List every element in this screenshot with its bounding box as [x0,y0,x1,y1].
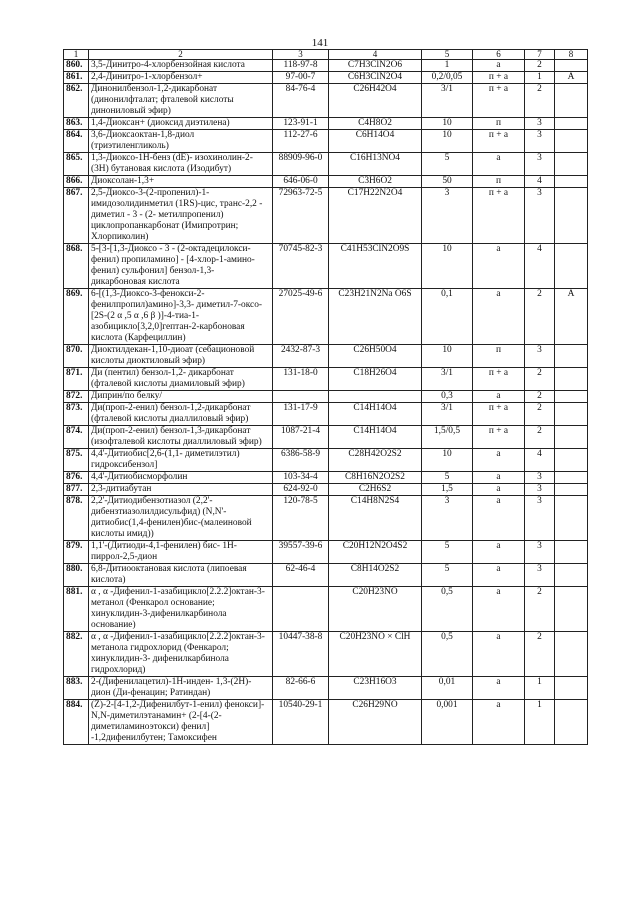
feature-cell: А [555,289,588,345]
row-number-cell: 860. [64,60,89,72]
table-row [64,564,588,587]
substance-name-cell: 3,5-Динитро-4-хлорбензойная кислота [89,60,273,72]
cas-number-cell: 39557-39-6 [273,541,329,564]
row-number-cell: 876. [64,472,89,484]
feature-cell [555,84,588,118]
formula-cell: C14H14O4 [329,426,422,449]
table-row [64,72,588,84]
hazard-class-cell: 3 [525,496,555,541]
row-number-cell: 884. [64,700,89,745]
substance-name-cell: α , α -Дифенил-1-азабицикло[2.2.2]октан-3- метанола гидрохлорид (Фенкарол; хинуклидин-3- дифенилкарбинола гидрохлорид) [89,632,273,677]
substance-name-cell: Ди(проп-2-енил) бензол-1,3-дикарбонат (изофталевой кислоты диаллиловый эфир) [89,426,273,449]
feature-cell [555,118,588,130]
feature-cell [555,176,588,188]
substance-name-cell: 2,3-дитиабутан [89,484,273,496]
limit-value-cell: 5 [422,472,473,484]
limit-value-cell: 10 [422,449,473,472]
aggregate-state-cell: п + а [473,130,525,153]
substance-name-cell: Диприн/по белку/ [89,391,273,403]
row-number-cell: 883. [64,677,89,700]
formula-cell: C23H21N2Na O6S [329,289,422,345]
table-row [64,244,588,289]
substance-name-cell: α , α -Дифенил-1-азабицикло[2.2.2]октан-3- метанол (Фенкарол основание; хинуклидин-3-дифенилкарбинола основание) [89,587,273,632]
substance-name-cell: 5-[3-[1,3-Диоксо - 3 - (2-октадецилокси-фенил) пропиламино] - [4-хлор-1-амино- фенил) сульфонил] бензол-1,3- дикарбоновая кислота [89,244,273,289]
formula-cell: C23H16O3 [329,677,422,700]
substance-name-cell: 6-[(1,3-Диоксо-3-фенокси-2-фенилпропил)амино]-3,3- диметил-7-оксо-[2S-(2 α ,5 α ,6 β )]-4-тиа-1-азобицикло[3,2,0]гептан-2-карбоновая кислота (Карфециллин) [89,289,273,345]
table-row [64,60,588,72]
aggregate-state-cell: п [473,176,525,188]
formula-cell: C20H23NO [329,587,422,632]
hazard-class-cell: 2 [525,587,555,632]
hazard-class-cell: 2 [525,403,555,426]
limit-value-cell: 5 [422,541,473,564]
aggregate-state-cell: п + а [473,426,525,449]
row-number-cell: 875. [64,449,89,472]
row-number-cell: 881. [64,587,89,632]
limit-value-cell: 10 [422,345,473,368]
column-header: 5 [422,50,473,60]
hazard-class-cell: 1 [525,677,555,700]
aggregate-state-cell: п + а [473,368,525,391]
feature-cell [555,632,588,677]
hazard-class-cell: 2 [525,632,555,677]
hazard-class-cell: 1 [525,700,555,745]
substance-name-cell: Ди (пентил) бензол-1,2- дикарбонат (фталевой кислоты диамиловый эфир) [89,368,273,391]
limit-value-cell: 0,5 [422,587,473,632]
aggregate-state-cell: а [473,244,525,289]
feature-cell [555,426,588,449]
feature-cell [555,188,588,244]
cas-number-cell: 131-17-9 [273,403,329,426]
row-number-cell: 874. [64,426,89,449]
aggregate-state-cell: а [473,289,525,345]
table-row [64,587,588,632]
aggregate-state-cell: а [473,496,525,541]
table-row [64,541,588,564]
row-number-cell: 873. [64,403,89,426]
limit-value-cell: 0,01 [422,677,473,700]
feature-cell [555,564,588,587]
feature-cell [555,449,588,472]
table-row [64,391,588,403]
aggregate-state-cell: а [473,472,525,484]
feature-cell [555,368,588,391]
substance-name-cell: 2,2'-Дитиодибензотиазол (2,2'-дибензтиазолилдисульфид) (N,N'-дитиобис(1,4-фенилен)бис-(малеиновой кислоты имид)) [89,496,273,541]
formula-cell: C28H42O2S2 [329,449,422,472]
row-number-cell: 880. [64,564,89,587]
hazard-class-cell: 4 [525,244,555,289]
feature-cell [555,541,588,564]
aggregate-state-cell: п + а [473,188,525,244]
limit-value-cell: 3/1 [422,403,473,426]
feature-cell [555,244,588,289]
row-number-cell: 870. [64,345,89,368]
row-number-cell: 872. [64,391,89,403]
row-number-cell: 866. [64,176,89,188]
aggregate-state-cell: а [473,677,525,700]
formula-cell: C14H14O4 [329,403,422,426]
hazard-class-cell: 3 [525,345,555,368]
cas-number-cell: 10540-29-1 [273,700,329,745]
formula-cell: C26H42O4 [329,84,422,118]
substance-name-cell: 2-(Дифенилацетил)-1Н-инден- 1,3-(2Н)-дион (Ди-фенацин; Ратиндан) [89,677,273,700]
formula-cell: C26H29NO [329,700,422,745]
formula-cell: C3H6O2 [329,176,422,188]
row-number-cell: 869. [64,289,89,345]
substance-name-cell: 3,6-Диоксаоктан-1,8-диол (триэтиленгликоль) [89,130,273,153]
formula-cell: C8H14O2S2 [329,564,422,587]
limit-value-cell: 5 [422,564,473,587]
cas-number-cell: 646-06-0 [273,176,329,188]
substance-name-cell: Динонилбензол-1,2-дикарбонат (динонилфталат; фталевой кислоты динониловый эфир) [89,84,273,118]
table-row [64,368,588,391]
limit-value-cell: 1 [422,60,473,72]
feature-cell [555,587,588,632]
substance-name-cell: Диоксолан-1,3+ [89,176,273,188]
cas-number-cell: 84-76-4 [273,84,329,118]
formula-cell [329,391,422,403]
table-row [64,118,588,130]
substance-name-cell: Диоктилдекан-1,10-диоат (себационовой кислоты диоктиловый эфир) [89,345,273,368]
aggregate-state-cell: а [473,632,525,677]
row-number-cell: 879. [64,541,89,564]
aggregate-state-cell: a [473,60,525,72]
cas-number-cell: 6386-58-9 [273,449,329,472]
hazard-class-cell: 3 [525,153,555,176]
column-header: 1 [64,50,89,60]
aggregate-state-cell: п + а [473,84,525,118]
aggregate-state-cell: а [473,541,525,564]
cas-number-cell: 2432-87-3 [273,345,329,368]
row-number-cell: 882. [64,632,89,677]
table-row [64,289,588,345]
aggregate-state-cell: п [473,118,525,130]
page-number: 141 [311,37,329,49]
formula-cell: C6H14O4 [329,130,422,153]
hazard-class-cell: 2 [525,289,555,345]
hazard-class-cell: 1 [525,72,555,84]
limit-value-cell: 3 [422,188,473,244]
formula-cell: C4H8O2 [329,118,422,130]
feature-cell [555,472,588,484]
limit-value-cell: 3/1 [422,84,473,118]
limit-value-cell: 50 [422,176,473,188]
feature-cell [555,484,588,496]
aggregate-state-cell: а [473,391,525,403]
cas-number-cell: 70745-82-3 [273,244,329,289]
substance-name-cell: 1,1'-(Дитиоди-4,1-фенилен) бис- 1Н-пиррол-2,5-дион [89,541,273,564]
cas-number-cell [273,391,329,403]
limit-value-cell: 3 [422,496,473,541]
table-row [64,84,588,118]
row-number-cell: 871. [64,368,89,391]
column-header: 4 [329,50,422,60]
substance-name-cell: Ди(проп-2-енил) бензол-1,2-дикарбонат (фталевой кислоты диаллиловый эфир) [89,403,273,426]
hazard-class-cell: 2 [525,391,555,403]
substance-name-cell: 4,4'-Дитиобис[2,6-(1,1- диметилэтил) гидроксибензол] [89,449,273,472]
hazard-class-cell: 2 [525,84,555,118]
cas-number-cell: 103-34-4 [273,472,329,484]
formula-cell: C17H22N2O4 [329,188,422,244]
feature-cell [555,345,588,368]
cas-number-cell: 131-18-0 [273,368,329,391]
row-number-cell: 862. [64,84,89,118]
row-number-cell: 865. [64,153,89,176]
table-row [64,153,588,176]
substance-name-cell: 2,4-Динитро-1-хлорбензол+ [89,72,273,84]
row-number-cell: 863. [64,118,89,130]
table-row [64,472,588,484]
hazard-class-cell: 2 [525,426,555,449]
limit-value-cell: 10 [422,130,473,153]
aggregate-state-cell: а [473,700,525,745]
limit-value-cell: 0,1 [422,289,473,345]
cas-number-cell [273,587,329,632]
column-header: 2 [89,50,273,60]
aggregate-state-cell: п + а [473,72,525,84]
aggregate-state-cell: а [473,564,525,587]
feature-cell [555,130,588,153]
substance-name-cell: 2,5-Диоксо-3-(2-пропенил)-1-имидозолидинметил (1RS)-цис, транс-2,2 - диметил - 3 - (2- метилпропенил) циклопропанкарбонат (Имипротрин; Хлорпиколин) [89,188,273,244]
limit-value-cell: 5 [422,153,473,176]
formula-cell: C2H6S2 [329,484,422,496]
table-row [64,496,588,541]
aggregate-state-cell: п [473,345,525,368]
substance-name-cell: (Z)-2-[4-1,2-Дифенилбут-1-енил) фенокси]-N,N-диметилэтанамин+ (2-[4-(2-диметиламиноэтокси) фенил] -1,2дифенилбутен; Тамоксифен [89,700,273,745]
table-row [64,700,588,745]
column-header: 6 [473,50,525,60]
cas-number-cell: 97-00-7 [273,72,329,84]
limit-value-cell: 0,2/0,05 [422,72,473,84]
table-body [64,60,588,745]
cas-number-cell: 624-92-0 [273,484,329,496]
hazard-class-cell: 4 [525,449,555,472]
aggregate-state-cell: а [473,587,525,632]
feature-cell [555,60,588,72]
hazard-class-cell: 3 [525,484,555,496]
table-row [64,677,588,700]
cas-number-cell: 123-91-1 [273,118,329,130]
row-number-cell: 867. [64,188,89,244]
feature-cell [555,677,588,700]
cas-number-cell: 118-97-8 [273,60,329,72]
column-header: 3 [273,50,329,60]
hazard-class-cell: 3 [525,472,555,484]
feature-cell [555,700,588,745]
hazard-class-cell: 3 [525,564,555,587]
limit-value-cell: 1,5 [422,484,473,496]
hazard-class-cell: 3 [525,118,555,130]
limit-value-cell: 10 [422,118,473,130]
substance-name-cell: 6,8-Дитиооктановая кислота (липоевая кислота) [89,564,273,587]
aggregate-state-cell: а [473,153,525,176]
column-header: 7 [525,50,555,60]
formula-cell: C41H53ClN2O9S [329,244,422,289]
hazard-class-cell: 4 [525,176,555,188]
limit-value-cell: 0,001 [422,700,473,745]
row-number-cell: 864. [64,130,89,153]
feature-cell [555,496,588,541]
table-row [64,345,588,368]
formula-cell: C16H13NO4 [329,153,422,176]
formula-cell: C26H50O4 [329,345,422,368]
substance-name-cell: 1,3-Диоксо-1Н-бенз (dE)- изохинолин-2-(3Н) бутановая кислота (Изодибут) [89,153,273,176]
hazard-class-cell: 3 [525,541,555,564]
feature-cell [555,403,588,426]
formula-cell: C8H16N2O2S2 [329,472,422,484]
cas-number-cell: 112-27-6 [273,130,329,153]
feature-cell [555,153,588,176]
substance-name-cell: 4,4'-Дитиобисморфолин [89,472,273,484]
aggregate-state-cell: а [473,449,525,472]
hazard-class-cell: 3 [525,188,555,244]
formula-cell: C20H23NO × ClH [329,632,422,677]
table-row [64,176,588,188]
formula-cell: C18H26O4 [329,368,422,391]
table-row [64,632,588,677]
hazard-class-cell: 2 [525,368,555,391]
cas-number-cell: 27025-49-6 [273,289,329,345]
formula-cell: C6H3ClN2O4 [329,72,422,84]
column-header: 8 [555,50,588,60]
feature-cell [555,391,588,403]
row-number-cell: 868. [64,244,89,289]
limit-value-cell: 3/1 [422,368,473,391]
formula-cell: C7H3ClN2O6 [329,60,422,72]
limit-value-cell: 1,5/0,5 [422,426,473,449]
cas-number-cell: 10447-38-8 [273,632,329,677]
cas-number-cell: 82-66-6 [273,677,329,700]
cas-number-cell: 120-78-5 [273,496,329,541]
table-row [64,449,588,472]
hazard-class-cell: 2 [525,60,555,72]
cas-number-cell: 1087-21-4 [273,426,329,449]
formula-cell: C14H8N2S4 [329,496,422,541]
cas-number-cell: 88909-96-0 [273,153,329,176]
feature-cell: А [555,72,588,84]
hazard-class-cell: 3 [525,130,555,153]
limit-value-cell: 0,3 [422,391,473,403]
limit-value-cell: 10 [422,244,473,289]
cas-number-cell: 72963-72-5 [273,188,329,244]
limit-value-cell: 0,5 [422,632,473,677]
cas-number-cell: 62-46-4 [273,564,329,587]
column-number-row [64,50,588,60]
row-number-cell: 861. [64,72,89,84]
row-number-cell: 877. [64,484,89,496]
table-row [64,403,588,426]
aggregate-state-cell: п + а [473,403,525,426]
table-row [64,130,588,153]
formula-cell: C20H12N2O4S2 [329,541,422,564]
table-row [64,426,588,449]
aggregate-state-cell: а [473,484,525,496]
substance-name-cell: 1,4-Диоксан+ (диоксид диэтилена) [89,118,273,130]
row-number-cell: 878. [64,496,89,541]
table-row [64,188,588,244]
substances-table [63,49,588,745]
table-row [64,484,588,496]
